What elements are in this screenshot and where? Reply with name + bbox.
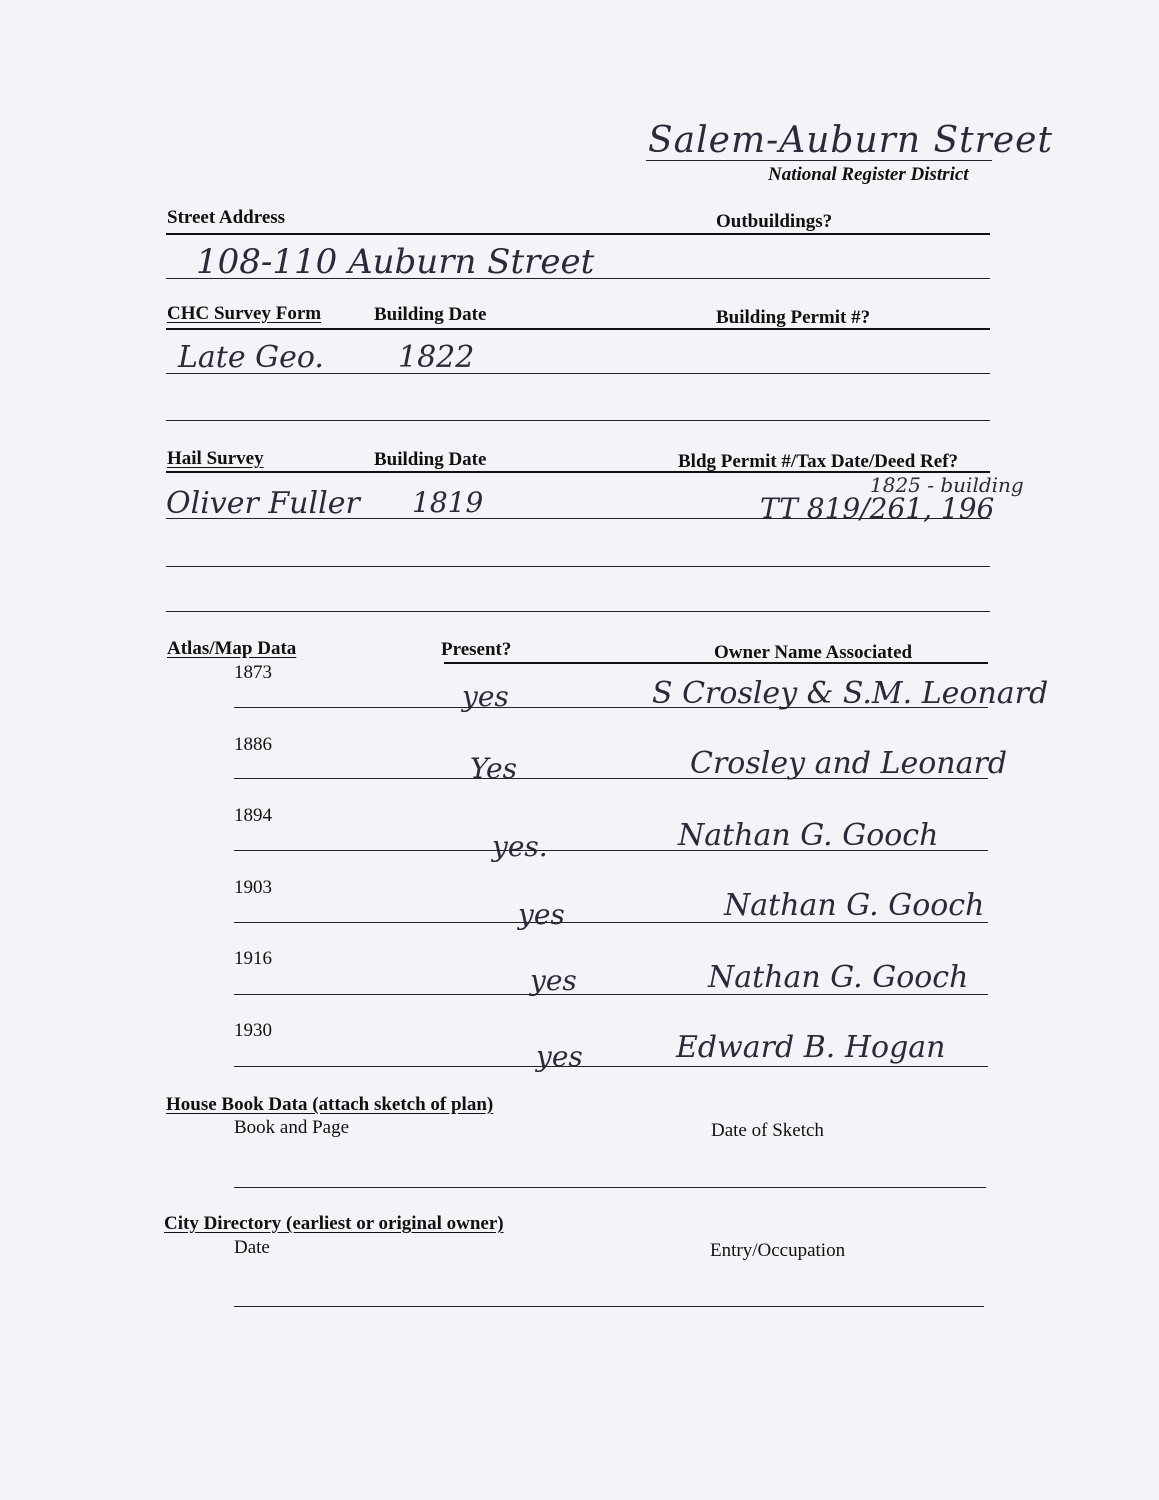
- atlas-row-rule: [234, 778, 988, 779]
- house-book-sketch-date-label: Date of Sketch: [711, 1120, 824, 1141]
- hail-extra-rule-1: [166, 566, 990, 567]
- chc-building-date-label: Building Date: [374, 304, 487, 325]
- atlas-label: Atlas/Map Data: [167, 638, 297, 659]
- hail-permit-value: TT 819/261, 196: [760, 492, 995, 525]
- city-directory-date-label: Date: [234, 1237, 270, 1258]
- atlas-row-rule: [234, 994, 988, 995]
- district-handwritten: Salem-Auburn Street: [648, 120, 1053, 161]
- hail-survey-value: Oliver Fuller: [166, 486, 360, 521]
- city-directory-entry-label: Entry/Occupation: [710, 1240, 846, 1261]
- chc-survey-value: Late Geo.: [178, 340, 324, 375]
- atlas-owner: Nathan G. Gooch: [678, 818, 939, 853]
- outbuildings-label: Outbuildings?: [716, 211, 833, 232]
- atlas-present: yes: [530, 964, 577, 997]
- atlas-owner: S Crosley & S.M. Leonard: [652, 676, 1049, 711]
- atlas-owner: Edward B. Hogan: [676, 1030, 946, 1065]
- atlas-year: 1873: [234, 662, 272, 683]
- atlas-row-rule: [234, 922, 988, 923]
- chc-extra-rule: [166, 420, 990, 421]
- hail-building-date-label: Building Date: [374, 449, 487, 470]
- atlas-owner: Crosley and Leonard: [690, 746, 1008, 781]
- street-address-rule: [166, 233, 990, 235]
- hail-building-date-value: 1819: [412, 486, 484, 519]
- street-address-value: 108-110 Auburn Street: [196, 242, 595, 282]
- chc-header-rule: [166, 328, 990, 330]
- hail-value-rule: [166, 518, 990, 519]
- house-book-rule: [234, 1187, 986, 1188]
- street-address-label: Street Address: [167, 207, 286, 228]
- atlas-present: yes: [462, 680, 509, 713]
- city-directory-label: City Directory (earliest or original owner): [164, 1213, 504, 1234]
- atlas-year: 1894: [234, 805, 272, 826]
- district-rule: [646, 160, 992, 161]
- atlas-present-label: Present?: [441, 639, 512, 660]
- chc-survey-label: CHC Survey Form: [167, 303, 322, 324]
- chc-building-date-value: 1822: [398, 340, 475, 375]
- hail-permit-note: 1825 - building: [870, 473, 1024, 497]
- atlas-year: 1916: [234, 948, 272, 969]
- atlas-year: 1886: [234, 734, 272, 755]
- atlas-present: yes: [518, 898, 565, 931]
- street-address-value-rule: [166, 278, 990, 279]
- district-label: National Register District: [768, 164, 969, 185]
- atlas-present: Yes: [470, 752, 517, 785]
- atlas-present: yes: [536, 1040, 583, 1073]
- chc-value-rule: [166, 373, 990, 374]
- atlas-row-rule: [234, 1066, 988, 1067]
- atlas-row-rule: [234, 707, 988, 708]
- atlas-owner: Nathan G. Gooch: [708, 960, 969, 995]
- city-directory-rule: [234, 1306, 984, 1307]
- atlas-owner: Nathan G. Gooch: [724, 888, 985, 923]
- house-book-label: House Book Data (attach sketch of plan): [166, 1094, 494, 1115]
- atlas-owner-label: Owner Name Associated: [714, 642, 913, 663]
- atlas-year: 1930: [234, 1020, 272, 1041]
- chc-permit-label: Building Permit #?: [716, 307, 871, 328]
- hail-permit-label: Bldg Permit #/Tax Date/Deed Ref?: [678, 451, 959, 472]
- hail-survey-label: Hail Survey: [167, 448, 264, 469]
- atlas-row-rule: [234, 850, 988, 851]
- atlas-present: yes.: [492, 830, 548, 863]
- hail-header-rule: [166, 471, 990, 473]
- hail-extra-rule-2: [166, 611, 990, 612]
- house-book-page-label: Book and Page: [234, 1117, 350, 1138]
- atlas-header-rule: [444, 662, 988, 664]
- atlas-year: 1903: [234, 877, 272, 898]
